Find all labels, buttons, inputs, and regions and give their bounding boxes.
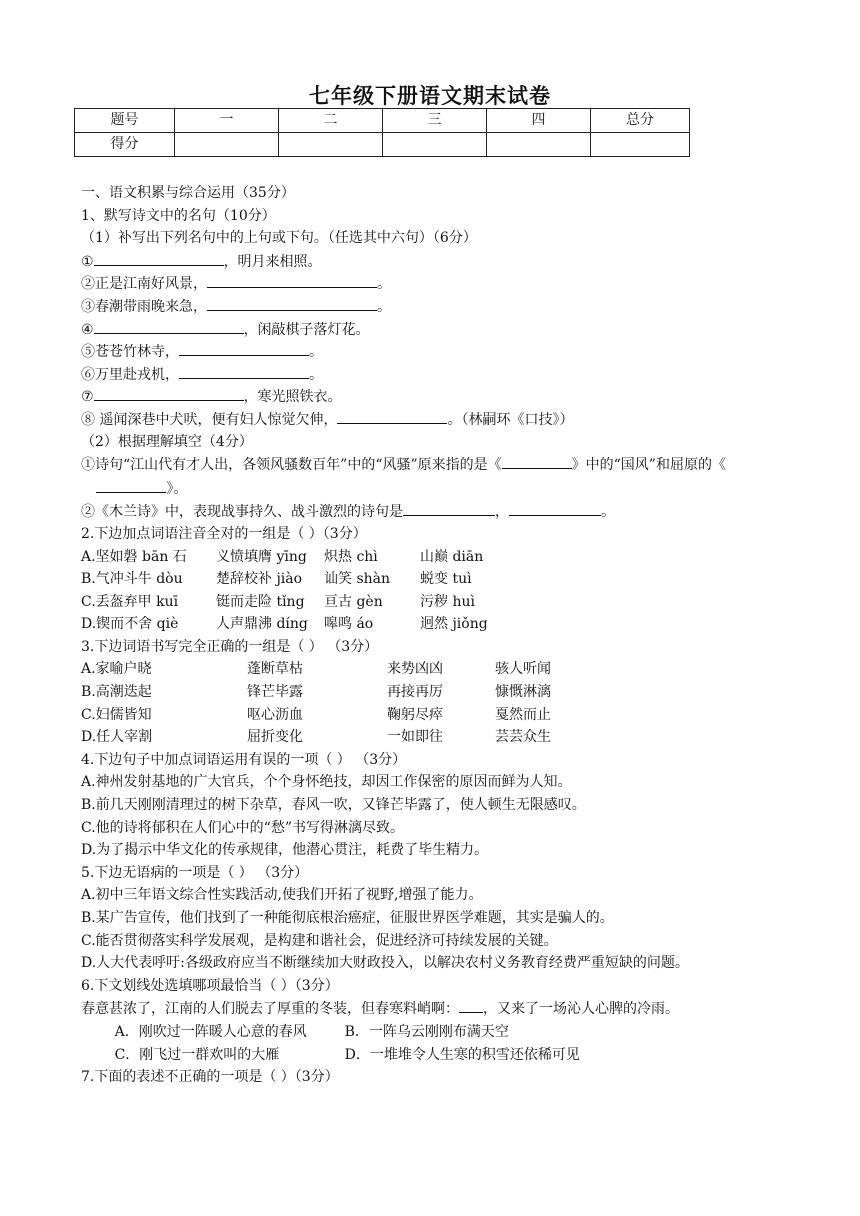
fill-line: [81, 385, 781, 408]
option-row: [81, 704, 781, 727]
option-text: 污秽 huì: [420, 593, 475, 610]
line-text: ①: [81, 253, 94, 270]
line-text: 》。: [166, 480, 188, 497]
fill-line: [81, 500, 781, 523]
option-row: [81, 658, 781, 681]
option-row: [81, 613, 781, 636]
option-text: 一如即往: [387, 729, 443, 746]
option-text: 铤而走险 tǐng: [216, 593, 305, 610]
option-text: 鞠躬尽瘁: [387, 706, 443, 723]
fill-line: [81, 250, 781, 273]
answer-blank[interactable]: [403, 500, 495, 516]
line-text: 。（林嗣环《口技》）: [447, 411, 574, 428]
line-text: 。: [601, 504, 615, 521]
score-table-score-row: [75, 133, 690, 157]
score-input-cell[interactable]: [175, 133, 279, 157]
option-text: B.某广告宣传，他们找到了一种能彻底根治癌症，征服世界医学难题，其实是骗人的。: [81, 910, 614, 926]
passage-text: ，又来了一场沁人心脾的冷雨。: [483, 1001, 679, 1018]
line-text: 。: [377, 298, 391, 315]
answer-blank[interactable]: [96, 477, 166, 493]
question-title: 5.下边无语病的一项是（ ） （3分）: [81, 864, 309, 881]
line-text: 。: [377, 276, 391, 293]
answer-blank[interactable]: [207, 272, 377, 288]
line-text: ，寒光照铁衣。: [243, 389, 342, 406]
line-text: ，明月来相照。: [223, 253, 322, 270]
option-text: B.前几天刚刚清理过的树下杂草，春风一吹，又锋芒毕露了，使人顿生无限感叹。: [81, 797, 586, 814]
option-text: D.任人宰割: [81, 729, 153, 746]
line-text: 》中的“国风”和屈原的《: [571, 457, 726, 474]
line-text: 。: [309, 366, 323, 383]
fill-line: [81, 340, 781, 363]
question-title: 2.下边加点词语注音全对的一组是（ ）（3分）: [81, 525, 367, 542]
option-text: A.初中三年语文综合性实践活动,使我们开拓了视野,增强了能力。: [81, 887, 483, 904]
option-text: C.丢盔弃甲 kuī: [81, 593, 179, 610]
line-text: ⑦: [81, 389, 94, 406]
table-cell: 得分: [75, 133, 175, 157]
option-row: [81, 568, 781, 591]
option-text: D．一堆堆令人生寒的积雪还依稀可见: [344, 1046, 580, 1063]
fill-line: [81, 272, 781, 295]
option-text: 蜕变 tuì: [420, 571, 472, 588]
option-text: 芸芸众生: [495, 729, 551, 746]
answer-blank[interactable]: [179, 340, 309, 356]
question-title: 3.下边词语书写完全正确的一组是（ ） （3分）: [81, 638, 379, 655]
line-text: ③春潮带雨晚来急，: [81, 298, 207, 315]
option-text: 炽热 chì: [324, 548, 378, 565]
passage-text: 春意甚浓了，江南的人们脱去了厚重的冬装，但春寒料峭啊：: [81, 1001, 459, 1018]
option-text: 义愤填膺 yīng: [216, 548, 307, 565]
option-text: B．一阵乌云刚刚布满天空: [344, 1023, 509, 1040]
option-row: [81, 681, 781, 704]
table-cell: 题号: [75, 109, 175, 133]
option-text: C.妇儒皆知: [81, 706, 152, 723]
answer-blank[interactable]: [94, 318, 244, 334]
option-text: 戛然而止: [495, 706, 551, 723]
line-text: ⑥万里赴戎机，: [81, 366, 179, 383]
option-text: 骇人听闻: [495, 661, 551, 678]
option-text: 慷慨淋漓: [495, 684, 551, 701]
question-title: 7.下面的表述不正确的一项是（ ）（3分）: [81, 1069, 339, 1086]
table-cell: 四: [487, 109, 591, 133]
option-text: C.他的诗将郁积在人们心中的“愁”书写得淋漓尽致。: [81, 819, 404, 836]
score-input-cell[interactable]: [383, 133, 487, 157]
option-text: D.人大代表呼吁:各级政府应当不断继续加大财政投入，以解决农村义务教育经费严重短缺的问题。: [81, 955, 689, 972]
question-title: 4.下边句子中加点词语运用有误的一项（ ） （3分）: [81, 751, 407, 768]
option-text: A.家喻户晓: [81, 661, 152, 678]
question-title: 6.下文划线处选填哪项最恰当（ ）（3分）: [81, 977, 339, 994]
option-text: C．刚飞过一群欢叫的大雁: [114, 1046, 280, 1063]
option-text: 楚辞校补 jiào: [216, 571, 303, 588]
line-text: 。: [309, 344, 323, 361]
answer-blank[interactable]: [94, 250, 224, 266]
option-text: 迥然 jiǒng: [420, 616, 488, 633]
option-text: B.气冲斗牛 dòu: [81, 571, 183, 588]
line-text: ，: [495, 504, 509, 521]
table-cell: 三: [383, 109, 487, 133]
line-text: ②正是江南好风景，: [81, 276, 207, 293]
fill-line: [81, 408, 781, 431]
option-row: [81, 546, 781, 569]
table-cell: 总分: [591, 109, 690, 133]
answer-blank[interactable]: [337, 408, 447, 424]
answer-blank[interactable]: [509, 500, 601, 516]
line-text: ⑧ 遥闻深巷中犬吠，便有妇人惊觉欠伸，: [81, 411, 338, 428]
passage: [81, 997, 781, 1021]
option-text: 锋芒毕露: [247, 684, 303, 701]
line-text: ④: [81, 321, 94, 338]
option-text: 讪笑 shàn: [324, 571, 391, 588]
option-text: 来势凶凶: [387, 661, 443, 678]
line-text: ①诗句“江山代有才人出，各领风骚数百年”中的“风骚”原来指的是《: [81, 457, 502, 474]
option-text: D.为了揭示中华文化的传承规律，他潜心贯注，耗费了毕生精力。: [81, 842, 489, 859]
score-input-cell[interactable]: [591, 133, 690, 157]
option-row: [81, 1044, 781, 1067]
line-text: ，闲敲棋子落灯花。: [243, 321, 370, 338]
answer-blank[interactable]: [179, 363, 309, 379]
option-text: 山巅 diān: [420, 548, 484, 565]
table-cell: 一: [175, 109, 279, 133]
option-text: 亘古 gèn: [324, 593, 383, 610]
section-heading: 一、语文积累与综合运用（35分）: [81, 185, 295, 201]
option-row: [81, 1021, 781, 1044]
option-text: D.锲而不舍 qiè: [81, 616, 179, 633]
answer-blank[interactable]: [207, 295, 377, 311]
option-text: A.神州发射基地的广大官兵，个个身怀绝技，却因工作保密的原因而鲜为人知。: [81, 774, 572, 791]
option-text: C.能否贯彻落实科学发展观，是构建和谐社会，促进经济可持续发展的关键。: [81, 932, 558, 949]
exam-content: [81, 182, 781, 1089]
score-table: [74, 108, 690, 157]
answer-blank[interactable]: [502, 453, 572, 469]
option-row: [81, 726, 781, 749]
line-text: ②《木兰诗》中，表现战事持久、战斗激烈的诗句是: [81, 504, 403, 521]
fill-line: [81, 453, 781, 500]
option-text: 再接再厉: [387, 684, 443, 701]
line-text: ⑤苍苍竹林寺，: [81, 344, 179, 361]
option-text: A．刚吹过一阵暖人心意的春风: [114, 1023, 307, 1040]
option-text: 蓬断草枯: [247, 661, 303, 678]
fill-line: [81, 318, 781, 341]
option-text: 呕心沥血: [247, 706, 303, 723]
option-text: B.高潮迭起: [81, 684, 152, 701]
option-text: A.坚如磐 bān 石: [81, 548, 187, 565]
fill-line: [81, 363, 781, 386]
question-title: 1、默写诗文中的名句（10分）: [81, 207, 276, 224]
answer-blank[interactable]: [459, 997, 483, 1013]
fill-line: [81, 295, 781, 318]
score-table-header-row: [75, 109, 690, 133]
option-row: [81, 591, 781, 614]
score-input-cell[interactable]: [487, 133, 591, 157]
answer-blank[interactable]: [94, 385, 244, 401]
table-cell: 二: [279, 109, 383, 133]
score-input-cell[interactable]: [279, 133, 383, 157]
option-text: 嗥鸣 áo: [324, 616, 374, 633]
option-text: 人声鼎沸 díng: [216, 616, 308, 633]
exam-title: 七年级下册语文期末试卷: [309, 83, 551, 108]
subquestion-title: （1）补写出下列名句中的上句或下句。（任选其中六句）（6分）: [81, 230, 477, 247]
subquestion-title: （2）根据理解填空（4分）: [81, 433, 253, 450]
option-text: 屈折变化: [247, 729, 303, 746]
